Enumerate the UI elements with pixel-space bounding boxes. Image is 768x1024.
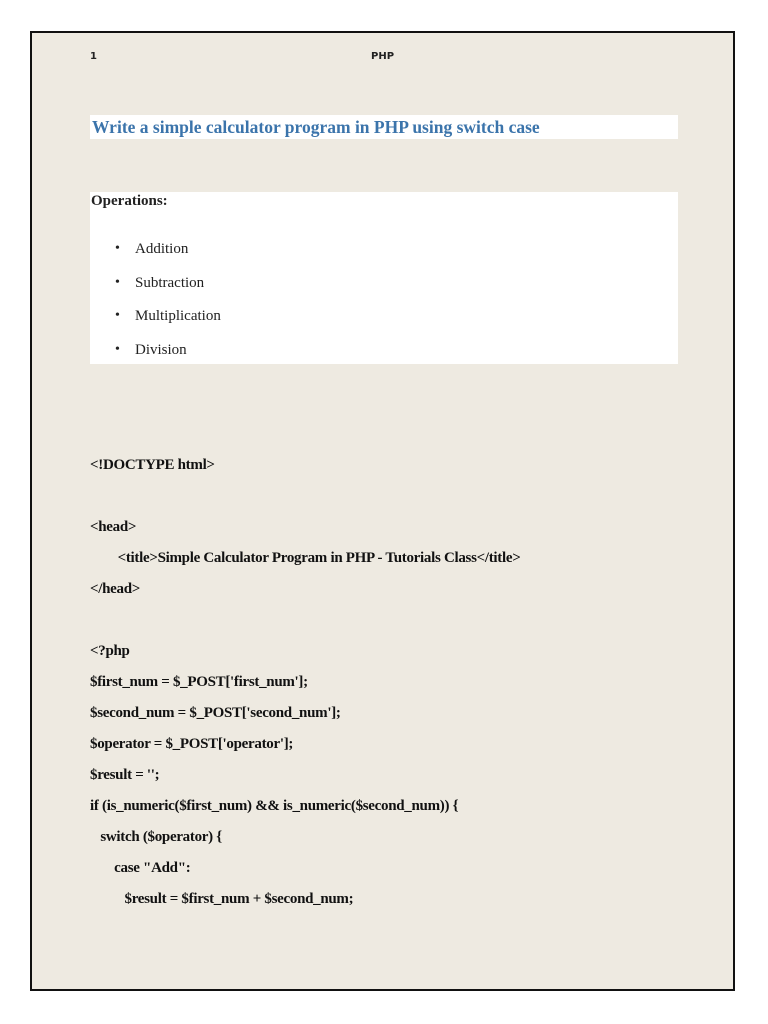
operations-heading: Operations: [91,193,168,209]
code-line: $second_num = $_POST['second_num']; [90,705,341,721]
operation-label: Multiplication [135,308,221,324]
code-line: if (is_numeric($first_num) && is_numeric($second_num)) { [90,798,459,814]
bullet-icon: • [115,241,120,256]
code-line: $result = ''; [90,767,160,783]
code-line [90,484,520,515]
document-page [30,31,735,991]
code-line: case "Add": [90,860,191,876]
operations-section [90,192,678,364]
operation-item [90,240,221,274]
code-line: $operator = $_POST['operator']; [90,736,294,752]
bullet-icon: • [115,308,120,323]
code-line: <!DOCTYPE html> [90,457,215,473]
bullet-icon: • [115,341,120,357]
operation-item [90,341,221,375]
code-line: </head> [90,581,141,597]
code-block [90,453,520,918]
document-title: Write a simple calculator program in PHP using switch case [90,115,678,139]
operation-item [90,274,221,308]
code-line: switch ($operator) { [90,829,222,845]
code-line: <head> [90,519,137,535]
operation-label: Division [135,341,187,358]
operation-label: Addition [135,241,189,257]
operations-list [90,240,221,374]
code-line: <title>Simple Calculator Program in PHP - Tutorials Class</title> [90,550,521,566]
running-header: PHP [371,51,395,62]
page-number: 1 [90,51,97,62]
code-line: <?php [90,643,130,659]
operation-item [90,307,221,341]
code-line [90,608,520,639]
code-line: $result = $first_num + $second_num; [90,891,354,907]
operation-label: Subtraction [135,274,205,291]
bullet-icon: • [115,274,120,290]
code-line: $first_num = $_POST['first_num']; [90,674,308,690]
